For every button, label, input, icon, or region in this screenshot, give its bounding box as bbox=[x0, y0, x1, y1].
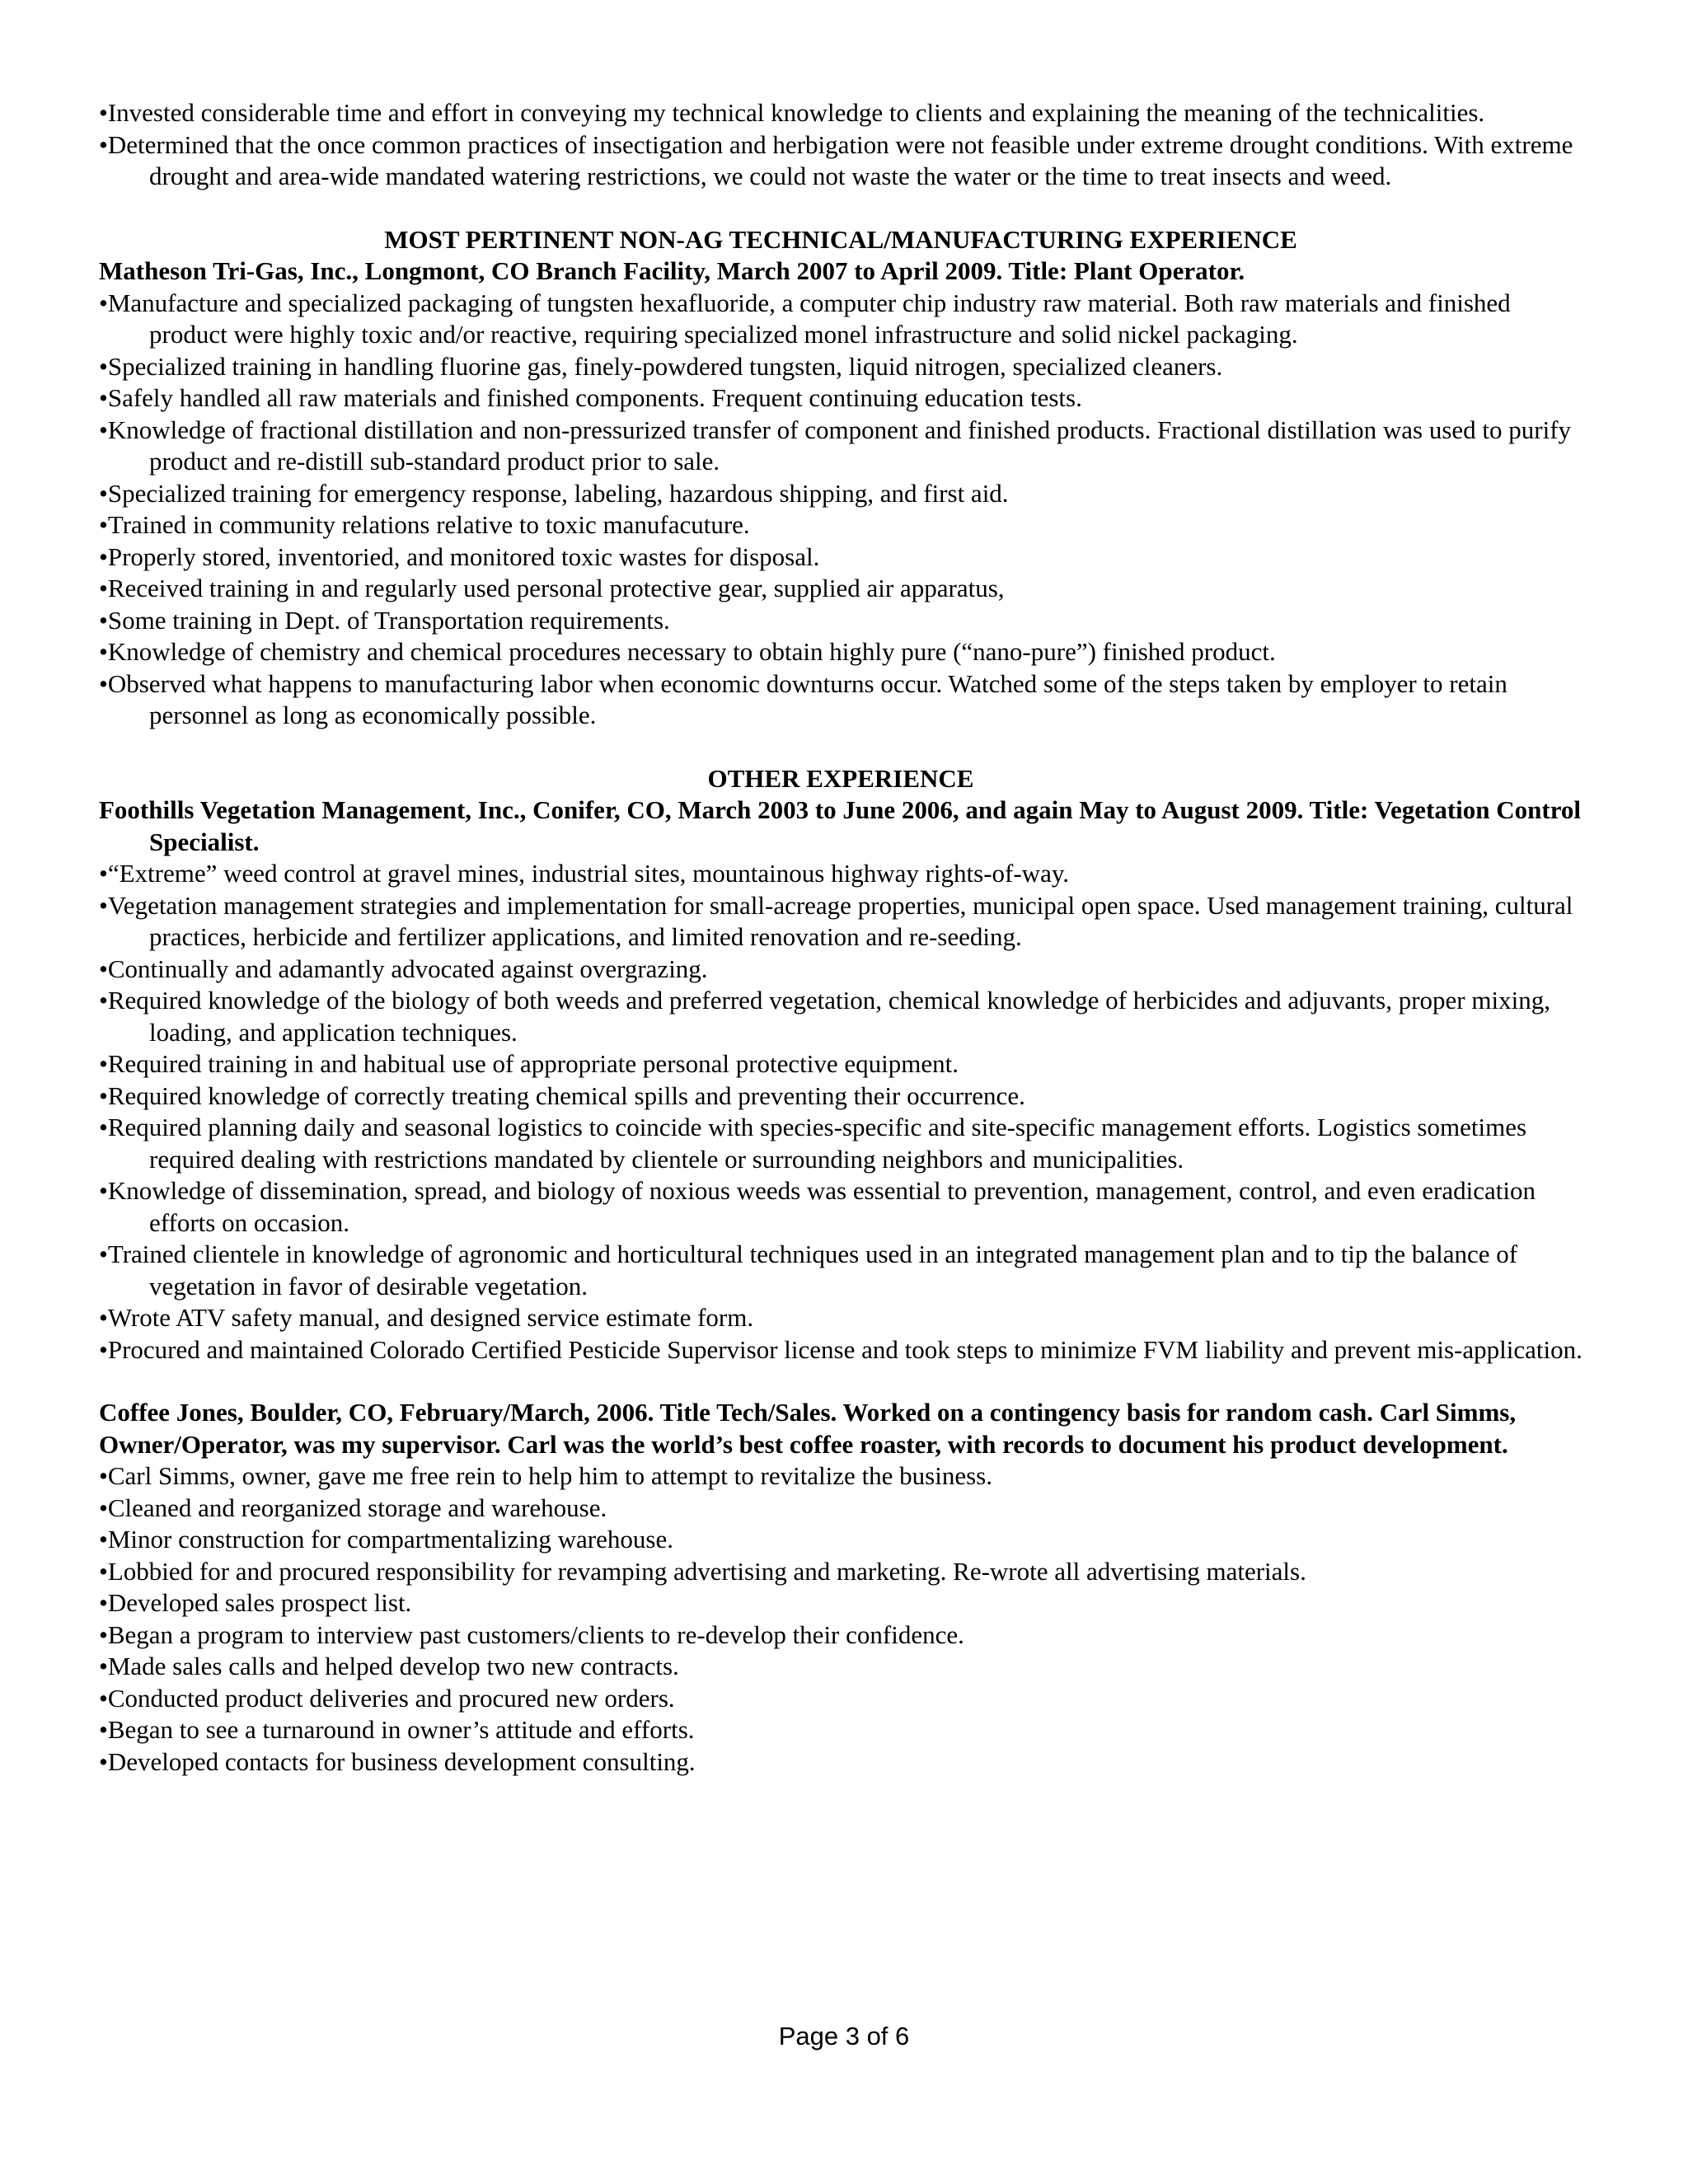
job-header-foothills: Foothills Vegetation Management, Inc., Conifer, CO, March 2003 to June 2006, and again May to August 2009. Title: Vegetation Control Specialist. bbox=[99, 795, 1582, 856]
list-item: •Procured and maintained Colorado Certified Pesticide Supervisor license and took steps to minimize FVM liability and prevent mis-application. bbox=[99, 1334, 1582, 1364]
list-item: •Determined that the once common practices of insectigation and herbigation were not feasible under extreme drought conditions. With extreme drought and area-wide mandated watering restrictions, we could not waste the water or the time to treat insects and weed. bbox=[99, 129, 1573, 190]
list-item: •Lobbied for and procured responsibility for revamping advertising and marketing. Re-wrote all advertising materials. bbox=[99, 1556, 1306, 1586]
list-item: •Safely handled all raw materials and finished components. Frequent continuing education tests. bbox=[99, 383, 1082, 412]
list-item: •Properly stored, inventoried, and monitored toxic wastes for disposal. bbox=[99, 541, 820, 571]
list-item: •Trained in community relations relative to toxic manufacuture. bbox=[99, 510, 750, 539]
page-number: Page 3 of 6 bbox=[778, 2022, 910, 2050]
list-item: •Required knowledge of the biology of both weeds and preferred vegetation, chemical knowledge of herbicides and adjuvants, proper mixing, loading, and application techniques. bbox=[99, 986, 1550, 1047]
list-item: •Required planning daily and seasonal logistics to coincide with species-specific and site-specific management efforts. Logistics sometimes required dealing with restrictions mandated by clientele or surrounding neighbors and municipalities. bbox=[99, 1113, 1527, 1174]
list-item: •Received training in and regularly used personal protective gear, supplied air apparatus, bbox=[99, 574, 1005, 602]
list-item: •“Extreme” weed control at gravel mines, industrial sites, mountainous highway rights-of-way. bbox=[99, 859, 1070, 888]
list-item: •Required knowledge of correctly treating chemical spills and preventing their occurrence. bbox=[99, 1080, 1025, 1110]
list-item: •Cleaned and reorganized storage and warehouse. bbox=[99, 1493, 607, 1522]
list-item: •Observed what happens to manufacturing labor when economic downturns occur. Watched some of the steps taken by employer to retain personnel as long as economically possible. bbox=[99, 668, 1507, 729]
list-item: •Knowledge of chemistry and chemical procedures necessary to obtain highly pure (“nano-pure”) finished product. bbox=[99, 637, 1276, 666]
list-item: •Continually and adamantly advocated against overgrazing. bbox=[99, 954, 708, 983]
list-item: •Developed sales prospect list. bbox=[99, 1588, 412, 1617]
list-item: •Carl Simms, owner, gave me free rein to help him to attempt to revitalize the business. bbox=[99, 1461, 993, 1490]
foothills-bullet-list bbox=[99, 858, 1582, 1366]
job-header-matheson: Matheson Tri-Gas, Inc., Longmont, CO Branch Facility, March 2007 to April 2009. Title: Plant Operator. bbox=[99, 256, 1245, 285]
matheson-bullet-list bbox=[99, 288, 1582, 732]
list-item: •Required training in and habitual use of appropriate personal protective equipment. bbox=[99, 1049, 959, 1078]
list-item: •Began to see a turnaround in owner’s attitude and efforts. bbox=[99, 1715, 695, 1744]
list-item: •Developed contacts for business development consulting. bbox=[99, 1746, 696, 1776]
top-bullet-list bbox=[99, 97, 1582, 193]
document-page bbox=[99, 97, 1582, 1778]
list-item: •Wrote ATV safety manual, and designed service estimate form. bbox=[99, 1303, 754, 1332]
job-header-coffee-jones: Coffee Jones, Boulder, CO, February/March, 2006. Title Tech/Sales. Worked on a contingency basis for random cash. Carl Simms, Owner/Operator, was my supervisor. Carl was the world’s best coffee roaster, with records to document his product development. bbox=[99, 1398, 1517, 1459]
list-item: •Minor construction for compartmentalizing warehouse. bbox=[99, 1525, 673, 1554]
section-title-other: OTHER EXPERIENCE bbox=[707, 763, 974, 793]
list-item: •Knowledge of dissemination, spread, and biology of noxious weeds was essential to prevention, management, control, and even eradication efforts on occasion. bbox=[99, 1176, 1536, 1237]
list-item: •Specialized training in handling fluorine gas, finely-powdered tungsten, liquid nitrogen, specialized cleaners. bbox=[99, 351, 1223, 381]
list-item: •Conducted product deliveries and procured new orders. bbox=[99, 1683, 675, 1713]
list-item: •Trained clientele in knowledge of agronomic and horticultural techniques used in an integrated management plan and to tip the balance of vegetation in favor of desirable vegetation. bbox=[99, 1240, 1518, 1301]
coffee-jones-bullet-list bbox=[99, 1460, 1582, 1778]
list-item: •Manufacture and specialized packaging of tungsten hexafluoride, a computer chip industry raw material. Both raw materials and finished product were highly toxic and/or reactive, requiring specialized monel infrastructure and solid nickel packaging. bbox=[99, 288, 1511, 349]
list-item: •Invested considerable time and effort in conveying my technical knowledge to clients and explaining the meaning of the technicalities. bbox=[99, 98, 1485, 127]
list-item: •Vegetation management strategies and implementation for small-acreage properties, municipal open space. Used management training, cultural practices, herbicide and fertilizer applications, and limited renovation and re-seeding. bbox=[99, 890, 1573, 951]
list-item: •Some training in Dept. of Transportation requirements. bbox=[99, 605, 670, 635]
list-item: •Knowledge of fractional distillation and non-pressurized transfer of component and finished products. Fractional distillation was used to purify product and re-distill sub-standard product prior to sale. bbox=[99, 415, 1572, 476]
section-title-technical: MOST PERTINENT NON-AG TECHNICAL/MANUFACTURING EXPERIENCE bbox=[384, 224, 1297, 254]
list-item: •Specialized training for emergency response, labeling, hazardous shipping, and first aid. bbox=[99, 478, 1009, 508]
list-item: •Began a program to interview past customers/clients to re-develop their confidence. bbox=[99, 1619, 964, 1649]
list-item: •Made sales calls and helped develop two new contracts. bbox=[99, 1652, 679, 1680]
